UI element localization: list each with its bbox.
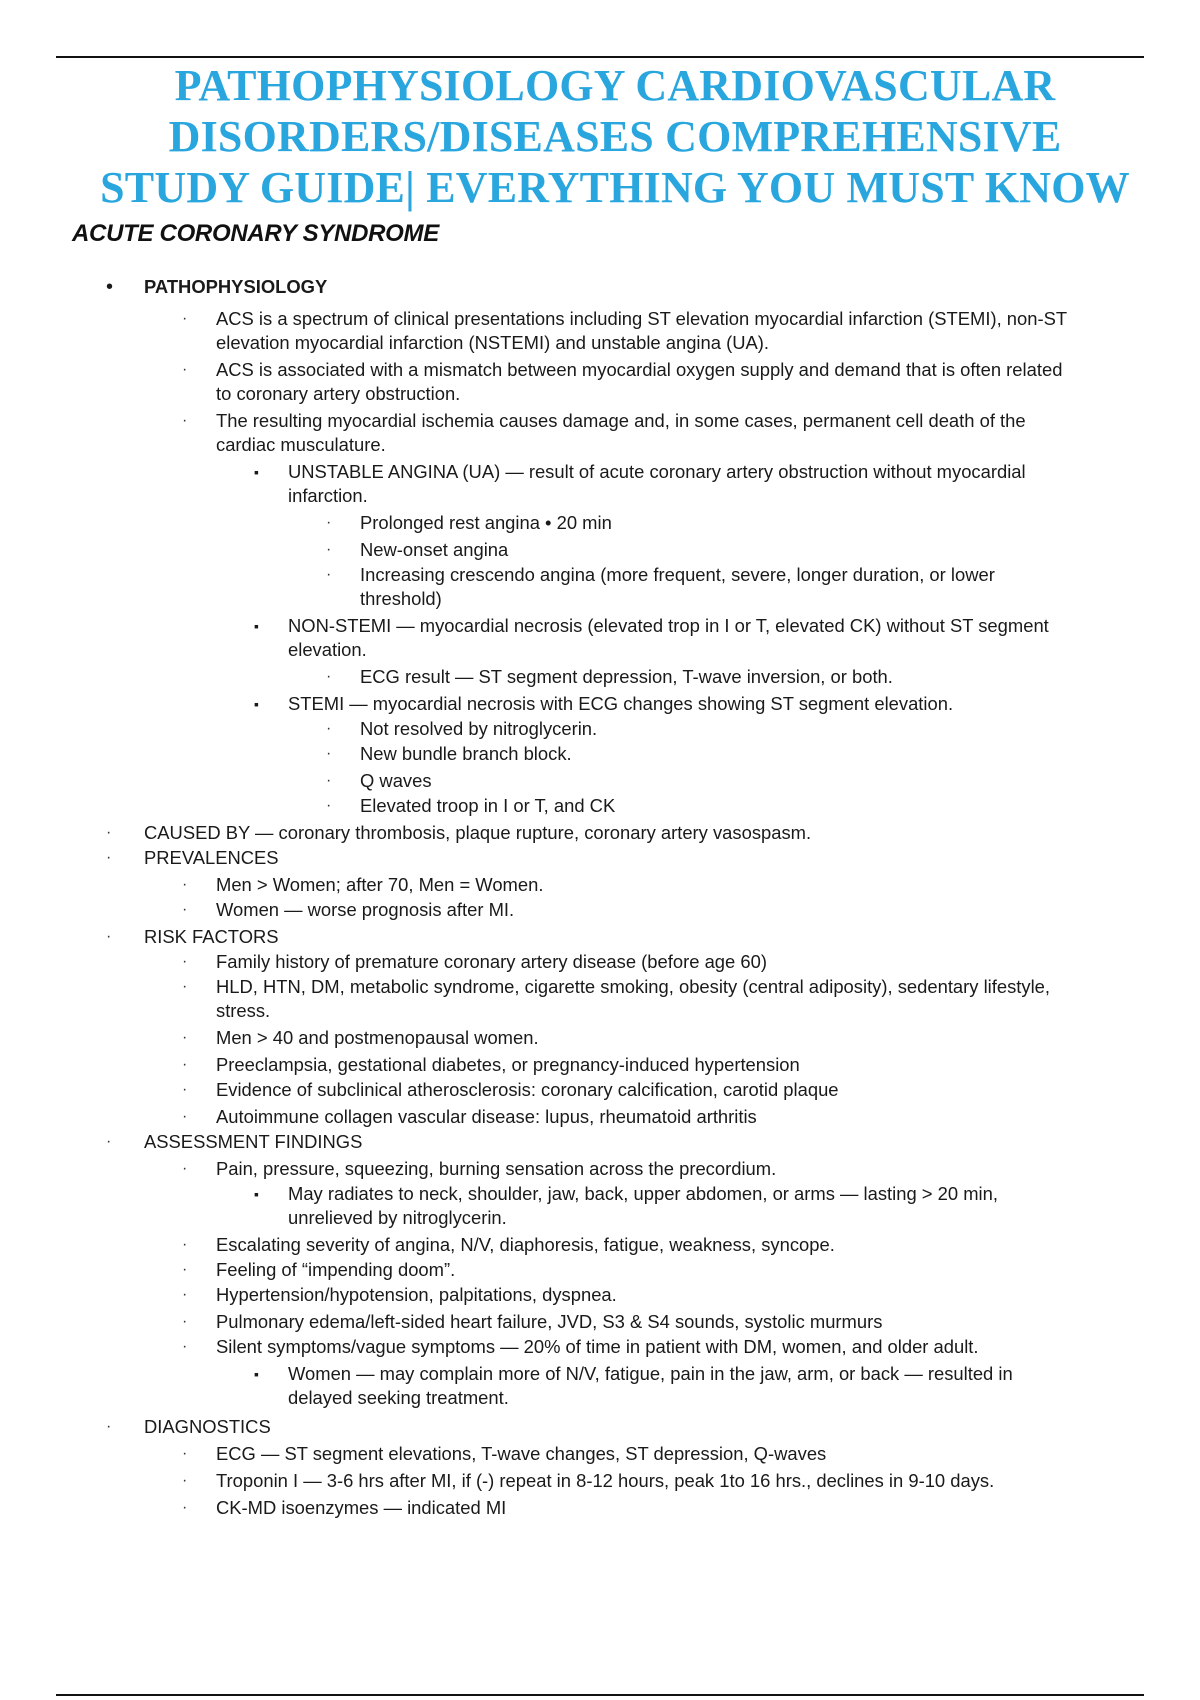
top-rule (56, 56, 1144, 58)
outline-item (0, 1415, 1200, 1439)
outline-item-text: cardiac musculature. (216, 434, 386, 455)
outline-item (0, 873, 1200, 897)
outline-item-text: Family history of premature coronary artery disease (before age 60) (216, 951, 767, 972)
outline-item (0, 925, 1200, 949)
outline-item-text: CAUSED BY — coronary thrombosis, plaque rupture, coronary artery vasospasm. (144, 822, 812, 843)
outline-item (0, 1233, 1200, 1257)
bullet-marker: ▪ (254, 1186, 259, 1202)
bullet-marker: · (326, 668, 332, 685)
outline-item (0, 275, 1200, 299)
outline-item (0, 1105, 1200, 1129)
outline-item-text: ACS is associated with a mismatch between myocardial oxygen supply and demand that is often related (216, 359, 1063, 380)
outline-item-text: STEMI — myocardial necrosis with ECG changes showing ST segment elevation. (288, 693, 954, 714)
bullet-marker: · (182, 1261, 188, 1278)
outline-item (0, 358, 1200, 406)
outline-item-text: Elevated troop in I or T, and CK (360, 795, 616, 816)
outline-item-text: Pain, pressure, squeezing, burning sensation across the precordium. (216, 1158, 777, 1179)
bullet-marker: · (182, 1338, 188, 1355)
bullet-marker: · (106, 1133, 112, 1150)
bullet-marker: · (182, 953, 188, 970)
outline-item (0, 717, 1200, 741)
bullet-marker: · (182, 1313, 188, 1330)
document-title (40, 60, 1190, 213)
bullet-marker: · (106, 849, 112, 866)
outline-item-text: Men > Women; after 70, Men = Women. (216, 874, 544, 895)
outline-item-text: ACS is a spectrum of clinical presentations including ST elevation myocardial infarction (STEMI), non-ST (216, 308, 1068, 329)
outline-item (0, 898, 1200, 922)
outline-item (0, 1157, 1200, 1181)
outline-item-text: elevation myocardial infarction (NSTEMI) and unstable angina (UA). (216, 332, 769, 353)
outline-item (0, 975, 1200, 1023)
outline-item-text: RISK FACTORS (144, 926, 279, 947)
outline-item-text: DIAGNOSTICS (144, 1416, 271, 1437)
outline-item-text: May radiates to neck, shoulder, jaw, back, upper abdomen, or arms — lasting > 20 min, (288, 1183, 998, 1204)
bullet-marker: · (106, 1418, 112, 1435)
outline-item-text: Escalating severity of angina, N/V, diaphoresis, fatigue, weakness, syncope. (216, 1234, 835, 1255)
bullet-marker: · (182, 1286, 188, 1303)
bullet-marker: · (326, 745, 332, 762)
bullet-marker: · (182, 1160, 188, 1177)
outline-item (0, 1362, 1200, 1410)
bullet-marker: ▪ (254, 618, 259, 634)
bullet-marker: ▪ (254, 464, 259, 480)
outline-item (0, 665, 1200, 689)
outline-item-text: New-onset angina (360, 539, 509, 560)
outline-item-text: Evidence of subclinical atherosclerosis: coronary calcification, carotid plaque (216, 1079, 839, 1100)
title-line-3: STUDY GUIDE| EVERYTHING YOU MUST KNOW (100, 163, 1130, 212)
bullet-marker: · (326, 566, 332, 583)
outline-item (0, 1283, 1200, 1307)
bullet-marker: ▪ (254, 1366, 259, 1382)
outline-item-text: elevation. (288, 639, 367, 660)
bullet-marker: • (106, 276, 114, 298)
bullet-marker: · (106, 928, 112, 945)
outline-item-text: NON-STEMI — myocardial necrosis (elevated trop in I or T, elevated CK) without ST segment (288, 615, 1049, 636)
outline-item-text: infarction. (288, 485, 368, 506)
outline-item (0, 563, 1200, 611)
outline-item (0, 511, 1200, 535)
outline-item-text: Pulmonary edema/left-sided heart failure, JVD, S3 & S4 sounds, systolic murmurs (216, 1311, 883, 1332)
bullet-marker: · (326, 772, 332, 789)
outline-item (0, 1026, 1200, 1050)
outline-item-text: Women — may complain more of N/V, fatigue, pain in the jaw, arm, or back — resulted in (288, 1363, 1013, 1384)
outline-item-text: Women — worse prognosis after MI. (216, 899, 515, 920)
outline-item-text: ASSESSMENT FINDINGS (144, 1131, 363, 1152)
outline-item (0, 460, 1200, 508)
outline-item-text: Autoimmune collagen vascular disease: lupus, rheumatoid arthritis (216, 1106, 757, 1127)
outline-item-text: stress. (216, 1000, 271, 1021)
bullet-marker: · (182, 1081, 188, 1098)
outline-item (0, 846, 1200, 870)
bullet-marker: · (182, 901, 188, 918)
title-line-1: PATHOPHYSIOLOGY CARDIOVASCULAR (174, 61, 1056, 110)
bullet-marker: · (182, 310, 188, 327)
outline-item (0, 307, 1200, 355)
outline-item-text: threshold) (360, 588, 442, 609)
outline-item-text: Silent symptoms/vague symptoms — 20% of time in patient with DM, women, and older adult. (216, 1336, 979, 1357)
outline-item-text: The resulting myocardial ischemia causes damage and, in some cases, permanent cell death of the (216, 410, 1026, 431)
bullet-marker: · (182, 1236, 188, 1253)
outline-item (0, 1078, 1200, 1102)
bullet-marker: · (182, 978, 188, 995)
bullet-marker: · (326, 514, 332, 531)
outline-item-text: New bundle branch block. (360, 743, 572, 764)
outline-item (0, 769, 1200, 793)
outline-item-text: Troponin I — 3-6 hrs after MI, if (-) repeat in 8-12 hours, peak 1to 16 hrs., declines in 9-10 days. (216, 1470, 995, 1491)
outline-item (0, 950, 1200, 974)
outline-item (0, 614, 1200, 662)
outline-item (0, 821, 1200, 845)
outline-item-text: Preeclampsia, gestational diabetes, or pregnancy-induced hypertension (216, 1054, 800, 1075)
outline-item (0, 742, 1200, 766)
outline-item-text: to coronary artery obstruction. (216, 383, 461, 404)
outline-item (0, 1310, 1200, 1334)
bottom-rule (56, 1694, 1144, 1696)
outline-list (0, 275, 1200, 1520)
bullet-marker: · (182, 1472, 188, 1489)
bullet-marker: · (182, 876, 188, 893)
bullet-marker: · (182, 412, 188, 429)
outline-item-text: Q waves (360, 770, 432, 791)
outline-item (0, 692, 1200, 716)
bullet-marker: · (326, 541, 332, 558)
outline-item-text: PATHOPHYSIOLOGY (144, 276, 328, 297)
outline-item (0, 409, 1200, 457)
title-line-2: DISORDERS/DISEASES COMPREHENSIVE (168, 112, 1062, 161)
outline-item-text: Not resolved by nitroglycerin. (360, 718, 598, 739)
outline-item-text: Men > 40 and postmenopausal women. (216, 1027, 539, 1048)
bullet-marker: · (182, 1029, 188, 1046)
bullet-marker: · (182, 1056, 188, 1073)
bullet-marker: · (182, 1108, 188, 1125)
outline-item (0, 1182, 1200, 1230)
outline-item-text: Increasing crescendo angina (more frequent, severe, longer duration, or lower (360, 564, 995, 585)
bullet-marker: · (182, 1499, 188, 1516)
outline-item (0, 1496, 1200, 1520)
outline-item-text: HLD, HTN, DM, metabolic syndrome, cigarette smoking, obesity (central adiposity), sedentary lifestyle, (216, 976, 1051, 997)
outline-item (0, 1442, 1200, 1466)
outline-item-text: ECG result — ST segment depression, T-wave inversion, or both. (360, 666, 893, 687)
bullet-marker: ▪ (254, 696, 259, 712)
outline-item (0, 1469, 1200, 1493)
outline-item-text: CK-MD isoenzymes — indicated MI (216, 1497, 507, 1518)
outline-item-text: unrelieved by nitroglycerin. (288, 1207, 507, 1228)
bullet-marker: · (182, 361, 188, 378)
outline-item (0, 1053, 1200, 1077)
bullet-marker: · (182, 1445, 188, 1462)
outline-item-text: Hypertension/hypotension, palpitations, dyspnea. (216, 1284, 617, 1305)
outline-item-text: PREVALENCES (144, 847, 279, 868)
outline-item-text: delayed seeking treatment. (288, 1387, 509, 1408)
section-subtitle: ACUTE CORONARY SYNDROME (72, 220, 439, 247)
outline-item (0, 1258, 1200, 1282)
outline-item-text: ECG — ST segment elevations, T-wave changes, ST depression, Q-waves (216, 1443, 827, 1464)
outline-item (0, 1130, 1200, 1154)
outline-item (0, 794, 1200, 818)
bullet-marker: · (106, 824, 112, 841)
outline-item (0, 1335, 1200, 1359)
outline-item (0, 538, 1200, 562)
outline-item-text: Feeling of “impending doom”. (216, 1259, 456, 1280)
bullet-marker: · (326, 720, 332, 737)
bullet-marker: · (326, 797, 332, 814)
outline-item-text: Prolonged rest angina • 20 min (360, 512, 612, 533)
outline-item-text: UNSTABLE ANGINA (UA) — result of acute coronary artery obstruction without myocardial (288, 461, 1026, 482)
